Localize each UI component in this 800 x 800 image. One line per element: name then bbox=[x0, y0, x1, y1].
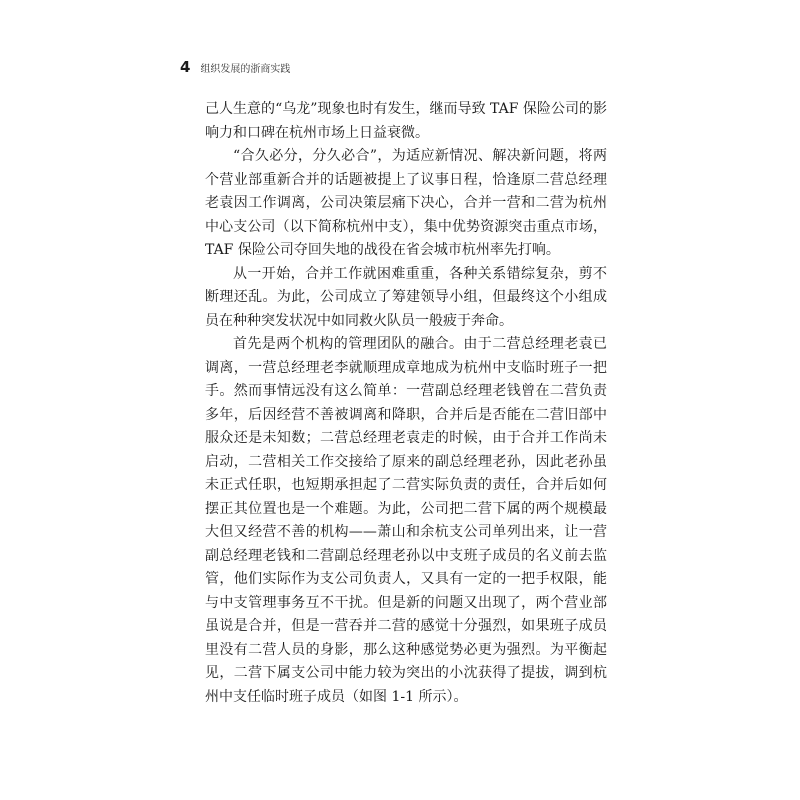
page-header bbox=[180, 58, 290, 80]
body-text bbox=[205, 98, 607, 709]
paragraph-4: 首先是两个机构的管理团队的融合。由于二营总经理老袁已调离，一营总经理老李就顺理成章地成为杭州中支临时班子一把手。然而事情远没有这么简单：一营副总经理老钱曾在二营负责多年，后因经营不善被调离和降职，合并后是否能在二营旧部中服众还是未知数；二营总经理老袁走的时候，由于合并工作尚未启动，二营相关工作交接给了原来的副总经理老孙，因此老孙虽未正式任职，也短期承担起了二营实际负责的责任，合并后如何摆正其位置也是一个难题。为此，公司把二营下属的两个规模最大但又经营不善的机构——萧山和余杭支公司单列出来，让一营副总经理老钱和二营副总经理老孙以中支班子成员的名义前去监管，他们实际作为支公司负责人，又具有一定的一把手权限，能与中支管理事务互不干扰。但是新的问题又出现了，两个营业部虽说是合并，但是一营吞并二营的感觉十分强烈，如果班子成员里没有二营人员的身影，那么这种感觉势必更为强烈。为平衡起见，二营下属支公司中能力较为突出的小沈获得了提拔，调到杭州中支任临时班子成员（如图 1-1 所示）。 bbox=[205, 336, 607, 705]
page-number: 4 bbox=[180, 58, 191, 76]
paragraph-2: “合久必分，分久必合”，为适应新情况、解决新问题，将两个营业部重新合并的话题被提上了议事日程，恰逢原二营总经理老袁因工作调离，公司决策层痛下决心，合并一营和二营为杭州中心支公司（以下简称杭州中支），集中优势资源突击重点市场，TAF 保险公司夺回失地的战役在省会城市杭州率先打响。 bbox=[205, 148, 607, 258]
paragraph-1: 己人生意的“乌龙”现象也时有发生，继而导致 TAF 保险公司的影响力和口碑在杭州市场上日益衰微。 bbox=[205, 101, 607, 141]
paragraph-3: 从一开始，合并工作就困难重重，各种关系错综复杂，剪不断理还乱。为此，公司成立了筹建领导小组，但最终这个小组成员在种种突发状况中如同救火队员一般疲于奔命。 bbox=[205, 265, 607, 329]
running-title: 组织发展的浙商实践 bbox=[200, 64, 291, 75]
